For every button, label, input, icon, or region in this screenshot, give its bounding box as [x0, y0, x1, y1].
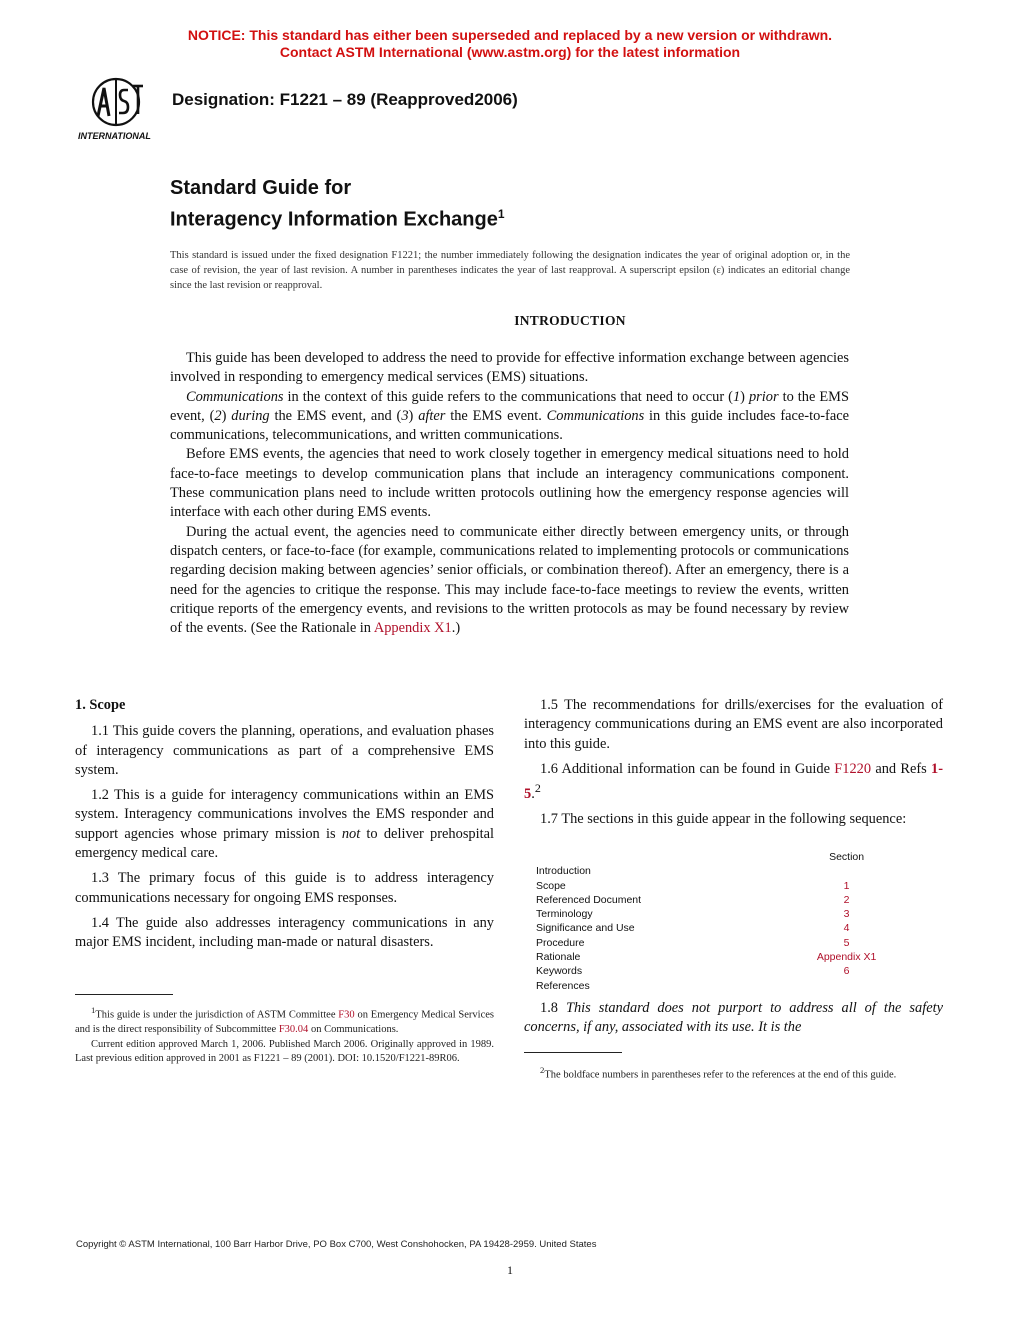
- document-title: [170, 175, 505, 233]
- footnote-1-text: $^1$This guide is under the jurisdiction of ASTM Committee F30 on Emergency Medical Services and is the direct responsibility of Subcommittee F30.04 on Communications.: [75, 1005, 495, 1035]
- refs-link[interactable]: 1-5: [524, 760, 943, 802]
- issuance-note: This standard is issued under the fixed designation F1221; the number immediately following the designation indicates the year of original adoption or, in the case of revision, the year of last revision. A number in parentheses indicates the year of last reapproval. A superscript epsilon (ε) indicates an editorial change since the last revision or reapproval.: [170, 250, 850, 291]
- title-footnote-mark[interactable]: 1: [497, 207, 505, 221]
- f30-link[interactable]: F30: [338, 1009, 355, 1021]
- introduction-heading: INTRODUCTION: [514, 313, 626, 328]
- astm-logo: [76, 76, 162, 144]
- designation: Designation: F1221 – 89 (Reapproved2006): [172, 90, 518, 109]
- footnote-2-mark[interactable]: 2: [534, 781, 541, 796]
- intro-paragraph-4: During the actual event, the agencies need to communicate either directly between emergency units, or through dispatch centers, or face-to-face (for example, communications related to implementing protocols or communications regarding decision making between agencies’ senior officials, or combination thereof). After an emergency, there is a need for the agencies to critique the response. This may include face-to-face meetings to review the events, written critique reports of the emergency events, and revisions to the written protocols as may be found necessary by review of the events. (See the Rationale in Appendix X1.): [170, 523, 849, 637]
- page-number: 1: [507, 1263, 513, 1277]
- section-1-5: 1.5 The recommendations for drills/exercises for the evaluation of interagency communications during an EMS event are also incorporated into this guide.: [524, 697, 943, 752]
- table-row: Rationale Appendix X1: [536, 951, 877, 964]
- table-row: References: [536, 979, 590, 992]
- intro-paragraph-3: Before EMS events, the agencies that need to work closely together in emergency medical situations need to hold face-to-face meetings to develop communication plans that include an interagency communications component. These communication plans need to include written protocols outlining how the emergency response agencies will interface with each other during EMS events.: [170, 446, 849, 521]
- table-row: Scope 1: [536, 879, 850, 892]
- section-1-8-block: [524, 999, 943, 1044]
- copyright: Copyright © ASTM International, 100 Barr Harbor Drive, PO Box C700, West Conshohocken, PA 19428-2959. United States: [76, 1239, 597, 1250]
- section-1-4: 1.4 The guide also addresses interagency communications in any major EMS incident, including man-made or natural disasters.: [75, 914, 494, 951]
- table-row: Keywords 6: [536, 965, 850, 978]
- sequence-header: Section: [829, 851, 865, 863]
- section-1-2: 1.2 This is a guide for interagency communications within an EMS system. Interagency communications involves the EMS responder and support agencies whose primary mission is not to deliver prehospital emergency medical care.: [75, 787, 494, 862]
- section-1-6: 1.6 Additional information can be found in Guide F1220 and Refs 1-5.$^2$: [524, 760, 943, 802]
- footnote-2-text: $^2$The boldface numbers in parentheses refer to the references at the end of this guide.: [540, 1065, 897, 1081]
- notice-line-2[interactable]: Contact ASTM International (www.astm.org) for the latest information: [279, 44, 741, 60]
- section-1-1: 1.1 This guide covers the planning, operations, and evaluation phases of interagency communications as part of a comprehensive EMS system.: [75, 723, 494, 778]
- f30-04-link[interactable]: F30.04: [278, 1024, 309, 1035]
- title-line-1: Standard Guide for: [170, 177, 352, 199]
- notice-line-1: NOTICE: This standard has either been superseded and replaced by a new version or withdrawn.: [187, 27, 833, 43]
- astm-logo-mark: [76, 76, 162, 144]
- table-row: Significance and Use 4: [536, 922, 850, 935]
- footnote-rule-right: [524, 1052, 622, 1053]
- sequence-table: [536, 850, 916, 993]
- right-column: [524, 696, 943, 832]
- section-1-7: 1.7 The sections in this guide appear in the following sequence:: [540, 811, 907, 828]
- table-row: Terminology 3: [536, 908, 850, 921]
- table-row: Procedure 5: [536, 936, 850, 949]
- title-line-2: [170, 201, 505, 233]
- left-column: [75, 696, 494, 959]
- section-1-3: 1.3 The primary focus of this guide is to address interagency communications necessary for ongoing EMS responses.: [75, 870, 494, 906]
- f1220-link[interactable]: F1220: [834, 760, 872, 777]
- table-row: Introduction: [536, 865, 591, 878]
- footnote-rule-left: [75, 994, 173, 995]
- title-line-2-text: Interagency Information Exchange: [170, 208, 498, 231]
- section-1-8: 1.8 This standard does not purport to address all of the safety concerns, if any, associated with its use. It is the: [524, 1000, 943, 1036]
- astm-logo-text: INTERNATIONAL: [78, 131, 151, 141]
- table-row: Referenced Document 2: [536, 893, 850, 906]
- footnote-2: [524, 1063, 943, 1083]
- footnote-1-edition: Current edition approved March 1, 2006. Published March 2006. Originally approved in 1989. Last previous edition approved in 2001 as F1221 – 89 (2001). DOI: 10.1520/F1221-89R06.: [75, 1038, 494, 1064]
- scope-heading: 1. Scope: [75, 697, 126, 713]
- appendix-x1-link[interactable]: Appendix X1: [373, 620, 452, 637]
- intro-paragraph-1: This guide has been developed to address the need to provide for effective information exchange between agencies involved in responding to emergency medical services (EMS) situations.: [170, 350, 849, 386]
- intro-paragraph-2: Communications in the context of this guide refers to the communications that need to occur (1) prior to the EMS event, (2) during the EMS event, and (3) after the EMS event. Communications in this guide includes face-to-face communications, telecommunications, and written communications.: [170, 388, 850, 444]
- withdrawn-notice: [0, 27, 1020, 61]
- footnote-1: [75, 1003, 494, 1067]
- introduction-body: [170, 349, 849, 638]
